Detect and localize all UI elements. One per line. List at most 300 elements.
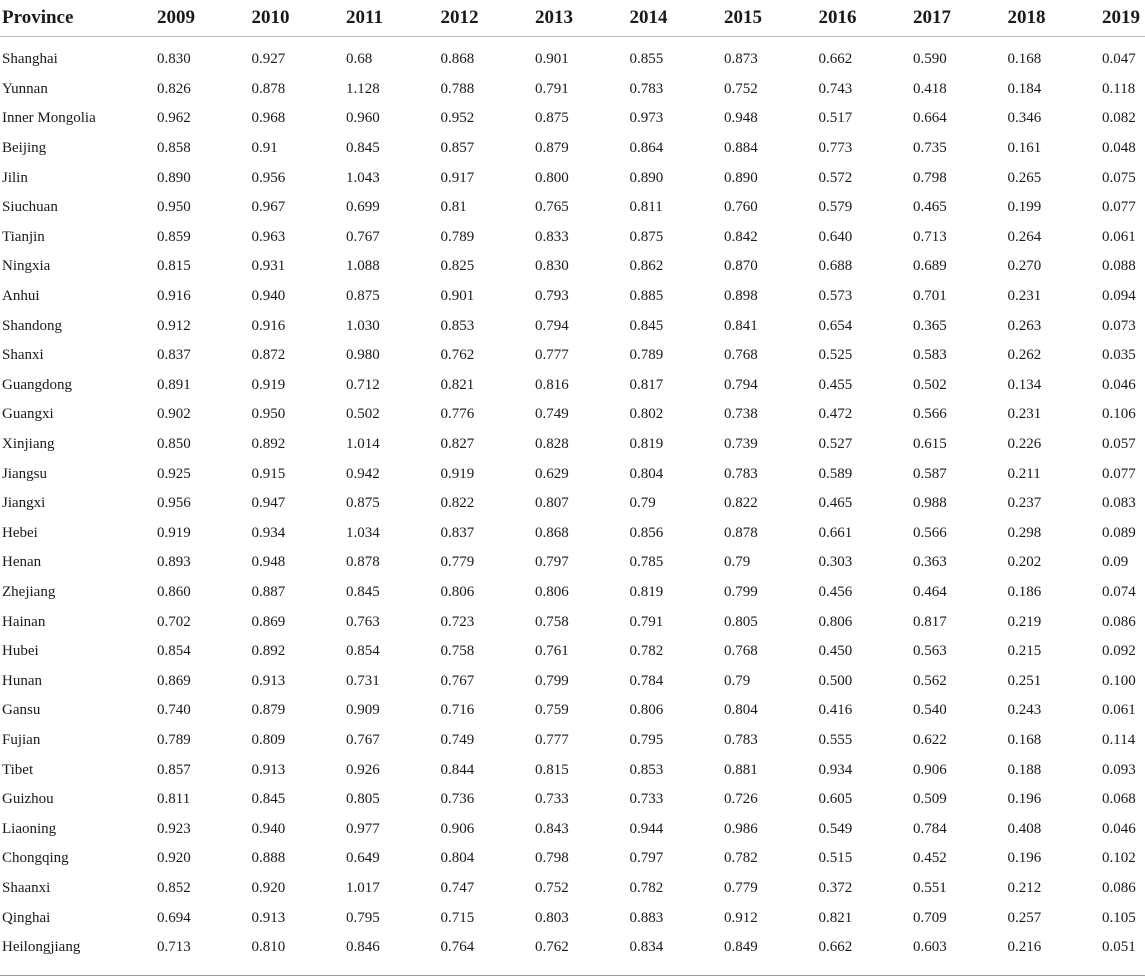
table-row [0,400,1145,430]
value-cell: 0.834 [629,939,664,956]
value-cell: 0.589 [818,465,853,482]
table-row [0,607,1145,637]
value-cell: 0.622 [913,731,947,748]
value-cell: 0.664 [913,110,947,127]
value-cell: 0.857 [440,140,475,157]
value-cell: 0.845 [629,317,664,334]
province-name-cell: Xinjiang [2,436,55,453]
value-cell: 0.81 [440,199,467,216]
value-cell: 0.798 [913,169,947,186]
value-cell: 0.804 [440,850,475,867]
value-cell: 0.500 [818,672,853,689]
value-cell: 0.806 [629,702,664,719]
value-cell: 0.793 [535,288,569,305]
value-cell: 0.817 [629,376,664,393]
value-cell: 1.014 [346,436,380,453]
value-cell: 0.826 [157,80,191,97]
table-row [0,341,1145,371]
value-cell: 0.502 [346,406,380,423]
value-cell: 0.783 [724,731,758,748]
value-cell: 0.885 [629,288,664,305]
value-cell: 0.731 [346,672,380,689]
value-cell: 0.811 [157,791,191,808]
value-cell: 0.806 [818,613,853,630]
value-cell: 0.819 [629,436,664,453]
value-cell: 0.795 [629,731,664,748]
value-cell: 0.859 [157,228,191,245]
table-row [0,874,1145,904]
value-cell: 0.579 [818,199,853,216]
value-cell: 0.764 [440,939,475,956]
value-cell: 0.088 [1102,258,1136,275]
value-cell: 0.094 [1102,288,1136,305]
value-cell: 0.948 [724,110,758,127]
value-cell: 0.917 [440,169,475,186]
province-name-cell: Hubei [2,643,39,660]
value-cell: 0.807 [535,495,569,512]
value-cell: 0.733 [629,791,664,808]
value-cell: 0.815 [157,258,191,275]
value-cell: 0.79 [724,554,751,571]
value-cell: 0.184 [1007,80,1042,97]
value-cell: 0.263 [1007,317,1042,334]
province-name-cell: Zhejiang [2,583,56,600]
value-cell: 0.784 [629,672,664,689]
table-bottom-rule [0,975,1145,976]
table-row [0,163,1145,193]
value-cell: 0.898 [724,288,758,305]
value-cell: 0.980 [346,347,380,364]
value-cell: 0.713 [157,939,191,956]
value-cell: 0.566 [913,406,947,423]
value-cell: 0.977 [346,820,380,837]
value-cell: 0.525 [818,347,853,364]
table-row [0,755,1145,785]
province-name-cell: Jiangsu [2,465,47,482]
value-cell: 0.79 [629,495,656,512]
value-cell: 0.202 [1007,554,1042,571]
value-cell: 0.777 [535,731,569,748]
value-cell: 0.566 [913,524,947,541]
table-row [0,696,1145,726]
value-cell: 0.940 [251,820,286,837]
value-cell: 0.527 [818,436,853,453]
value-cell: 0.048 [1102,140,1136,157]
value-cell: 0.231 [1007,288,1042,305]
table-row [0,223,1145,253]
value-cell: 0.878 [346,554,380,571]
value-cell: 0.701 [913,288,947,305]
value-cell: 0.869 [251,613,286,630]
value-cell: 0.890 [157,169,191,186]
value-cell: 0.418 [913,80,947,97]
value-cell: 0.816 [535,376,569,393]
value-cell: 0.803 [535,909,569,926]
value-cell: 0.699 [346,199,380,216]
value-cell: 0.689 [913,258,947,275]
value-cell: 0.942 [346,465,380,482]
value-cell: 0.963 [251,228,286,245]
value-cell: 0.262 [1007,347,1042,364]
value-cell: 0.856 [629,524,664,541]
value-cell: 0.830 [157,51,191,68]
province-name-cell: Beijing [2,140,47,157]
province-name-cell: Jilin [2,169,28,186]
value-cell: 0.852 [157,879,191,896]
value-cell: 0.555 [818,731,853,748]
value-cell: 0.798 [535,850,569,867]
value-cell: 0.114 [1102,731,1136,748]
value-cell: 0.298 [1007,524,1042,541]
value-cell: 0.134 [1007,376,1042,393]
value-cell: 0.782 [724,850,758,867]
value-cell: 0.777 [535,347,569,364]
value-cell: 0.759 [535,702,569,719]
value-cell: 0.615 [913,436,947,453]
value-cell: 0.950 [251,406,286,423]
value-cell: 0.713 [913,228,947,245]
value-cell: 0.962 [157,110,191,127]
value-cell: 0.795 [346,909,380,926]
value-cell: 0.973 [629,110,664,127]
column-header-year: 2015 [724,0,819,37]
value-cell: 0.890 [724,169,758,186]
value-cell: 0.073 [1102,317,1136,334]
value-cell: 0.842 [724,228,758,245]
value-cell: 0.810 [251,939,286,956]
value-cell: 0.845 [346,140,380,157]
value-cell: 0.913 [251,761,286,778]
value-cell: 0.837 [440,524,475,541]
value-cell: 0.563 [913,643,947,660]
province-name-cell: Ningxia [2,258,51,275]
value-cell: 0.811 [629,199,663,216]
table-row [0,37,1145,75]
province-name-cell: Qinghai [2,909,51,926]
table-row [0,282,1145,312]
value-cell: 0.79 [724,672,751,689]
value-cell: 0.168 [1007,51,1042,68]
value-cell: 0.968 [251,110,286,127]
value-cell: 0.243 [1007,702,1042,719]
value-cell: 0.051 [1102,939,1136,956]
value-cell: 0.749 [535,406,569,423]
value-cell: 0.940 [251,288,286,305]
value-cell: 0.077 [1102,465,1136,482]
value-cell: 0.789 [440,228,475,245]
value-cell: 0.09 [1102,554,1129,571]
value-cell: 0.688 [818,258,853,275]
value-cell: 0.869 [157,672,191,689]
table-row [0,578,1145,608]
value-cell: 0.906 [913,761,947,778]
value-cell: 0.887 [251,583,286,600]
value-cell: 0.906 [440,820,475,837]
value-cell: 0.860 [157,583,191,600]
value-cell: 0.572 [818,169,853,186]
value-cell: 0.779 [440,554,475,571]
value-cell: 0.873 [724,51,758,68]
value-cell: 0.960 [346,110,380,127]
value-cell: 0.789 [157,731,191,748]
column-header-year: 2012 [441,0,536,37]
value-cell: 0.849 [724,939,758,956]
value-cell: 0.902 [157,406,191,423]
value-cell: 0.853 [440,317,475,334]
value-cell: 0.735 [913,140,947,157]
column-header-year: 2014 [630,0,725,37]
value-cell: 0.231 [1007,406,1042,423]
value-cell: 0.763 [346,613,380,630]
value-cell: 1.088 [346,258,380,275]
value-cell: 0.709 [913,909,947,926]
value-cell: 0.915 [251,465,286,482]
value-cell: 0.057 [1102,436,1136,453]
value-cell: 0.573 [818,288,853,305]
value-cell: 0.758 [535,613,569,630]
value-cell: 0.086 [1102,613,1136,630]
value-cell: 0.875 [629,228,664,245]
value-cell: 0.736 [440,791,475,808]
value-cell: 0.845 [346,583,380,600]
value-cell: 0.773 [818,140,853,157]
value-cell: 0.118 [1102,80,1136,97]
province-name-cell: Liaoning [2,820,57,837]
province-name-cell: Heilongjiang [2,939,81,956]
value-cell: 0.662 [818,939,853,956]
value-cell: 0.640 [818,228,853,245]
value-cell: 0.509 [913,791,947,808]
value-cell: 0.913 [251,672,286,689]
value-cell: 0.068 [1102,791,1136,808]
table-row [0,666,1145,696]
table-row [0,430,1145,460]
value-cell: 0.934 [251,524,286,541]
value-cell: 0.074 [1102,583,1136,600]
value-cell: 0.841 [724,317,758,334]
value-cell: 0.919 [440,465,475,482]
value-cell: 0.854 [157,643,191,660]
table-row [0,903,1145,933]
value-cell: 0.837 [157,347,191,364]
value-cell: 0.603 [913,939,947,956]
value-cell: 0.875 [346,495,380,512]
table-body [0,37,1145,963]
province-name-cell: Hebei [2,524,38,541]
value-cell: 0.950 [157,199,191,216]
value-cell: 0.092 [1102,643,1136,660]
value-cell: 0.804 [724,702,758,719]
value-cell: 0.715 [440,909,475,926]
value-cell: 0.502 [913,376,947,393]
value-cell: 0.465 [913,199,947,216]
province-name-cell: Tianjin [2,228,45,245]
value-cell: 0.872 [251,347,286,364]
value-cell: 0.075 [1102,169,1136,186]
value-cell: 0.912 [157,317,191,334]
value-cell: 0.251 [1007,672,1042,689]
value-cell: 0.540 [913,702,947,719]
value-cell: 0.875 [535,110,569,127]
province-name-cell: Henan [2,554,42,571]
value-cell: 1.017 [346,879,380,896]
value-cell: 0.372 [818,879,853,896]
value-cell: 0.809 [251,731,286,748]
value-cell: 0.804 [629,465,664,482]
value-cell: 0.858 [157,140,191,157]
value-cell: 0.762 [535,939,569,956]
column-header-year: 2018 [1008,0,1103,37]
value-cell: 0.416 [818,702,853,719]
value-cell: 0.363 [913,554,947,571]
value-cell: 0.883 [629,909,664,926]
table-row [0,489,1145,519]
value-cell: 0.952 [440,110,475,127]
value-cell: 0.892 [251,643,286,660]
value-cell: 0.783 [724,465,758,482]
value-cell: 0.752 [724,80,758,97]
value-cell: 0.794 [535,317,569,334]
value-cell: 0.061 [1102,228,1136,245]
value-cell: 0.196 [1007,791,1042,808]
table-row [0,104,1145,134]
value-cell: 0.799 [535,672,569,689]
province-name-cell: Guangxi [2,406,54,423]
value-cell: 0.920 [157,850,191,867]
value-cell: 0.749 [440,731,475,748]
table-row [0,785,1145,815]
value-cell: 0.758 [440,643,475,660]
value-cell: 0.226 [1007,436,1042,453]
value-cell: 0.919 [157,524,191,541]
value-cell: 0.551 [913,879,947,896]
value-cell: 0.549 [818,820,853,837]
value-cell: 0.927 [251,51,286,68]
column-header-year: 2009 [157,0,252,37]
value-cell: 0.912 [724,909,758,926]
value-cell: 0.788 [440,80,475,97]
table-row [0,548,1145,578]
value-cell: 0.219 [1007,613,1042,630]
value-cell: 0.517 [818,110,853,127]
value-cell: 0.303 [818,554,853,571]
value-cell: 0.782 [629,879,664,896]
value-cell: 0.784 [913,820,947,837]
province-name-cell: Fujian [2,731,41,748]
value-cell: 0.168 [1007,731,1042,748]
value-cell: 0.270 [1007,258,1042,275]
table-row [0,726,1145,756]
value-cell: 0.870 [724,258,758,275]
value-cell: 0.196 [1007,850,1042,867]
value-cell: 0.817 [913,613,947,630]
value-cell: 0.776 [440,406,475,423]
value-cell: 0.806 [535,583,569,600]
value-cell: 1.030 [346,317,380,334]
value-cell: 0.739 [724,436,758,453]
value-cell: 0.923 [157,820,191,837]
value-cell: 0.237 [1007,495,1042,512]
value-cell: 0.789 [629,347,664,364]
value-cell: 0.768 [724,347,758,364]
value-cell: 0.761 [535,643,569,660]
province-name-cell: Guangdong [2,376,72,393]
value-cell: 0.760 [724,199,758,216]
province-name-cell: Gansu [2,702,41,719]
value-cell: 0.819 [629,583,664,600]
value-cell: 0.91 [251,140,278,157]
value-cell: 0.472 [818,406,853,423]
value-cell: 0.662 [818,51,853,68]
value-cell: 0.916 [251,317,286,334]
table-row [0,933,1145,963]
column-header-year: 2010 [252,0,347,37]
province-name-cell: Hunan [2,672,42,689]
value-cell: 0.765 [535,199,569,216]
value-cell: 0.265 [1007,169,1042,186]
value-cell: 0.853 [629,761,664,778]
table-row [0,637,1145,667]
value-cell: 0.797 [629,850,664,867]
value-cell: 0.879 [251,702,286,719]
value-cell: 0.855 [629,51,664,68]
value-cell: 0.106 [1102,406,1136,423]
value-cell: 0.822 [724,495,758,512]
province-name-cell: Shaanxi [2,879,51,896]
value-cell: 0.456 [818,583,853,600]
value-cell: 0.408 [1007,820,1042,837]
value-cell: 0.733 [535,791,569,808]
value-cell: 1.128 [346,80,380,97]
value-cell: 0.986 [724,820,758,837]
value-cell: 0.590 [913,51,947,68]
value-cell: 0.868 [440,51,475,68]
value-cell: 0.455 [818,376,853,393]
column-header-year: 2019 [1102,0,1145,37]
table-row [0,252,1145,282]
value-cell: 0.215 [1007,643,1042,660]
value-cell: 0.868 [535,524,569,541]
province-name-cell: Siuchuan [2,199,58,216]
value-cell: 0.047 [1102,51,1136,68]
value-cell: 0.365 [913,317,947,334]
province-name-cell: Inner Mongolia [2,110,96,127]
value-cell: 0.926 [346,761,380,778]
value-cell: 1.034 [346,524,380,541]
value-cell: 0.264 [1007,228,1042,245]
value-cell: 0.827 [440,436,475,453]
value-cell: 0.102 [1102,850,1136,867]
value-cell: 0.077 [1102,199,1136,216]
value-cell: 0.956 [251,169,286,186]
value-cell: 0.854 [346,643,380,660]
value-cell: 0.944 [629,820,664,837]
value-cell: 0.878 [724,524,758,541]
value-cell: 0.723 [440,613,475,630]
province-name-cell: Hainan [2,613,46,630]
value-cell: 0.846 [346,939,380,956]
value-cell: 0.100 [1102,672,1136,689]
value-cell: 0.752 [535,879,569,896]
value-cell: 0.199 [1007,199,1042,216]
value-cell: 0.833 [535,228,569,245]
province-name-cell: Yunnan [2,80,48,97]
value-cell: 0.806 [440,583,475,600]
table-row [0,844,1145,874]
value-cell: 0.035 [1102,347,1136,364]
province-name-cell: Jiangxi [2,495,46,512]
value-cell: 0.767 [346,228,380,245]
